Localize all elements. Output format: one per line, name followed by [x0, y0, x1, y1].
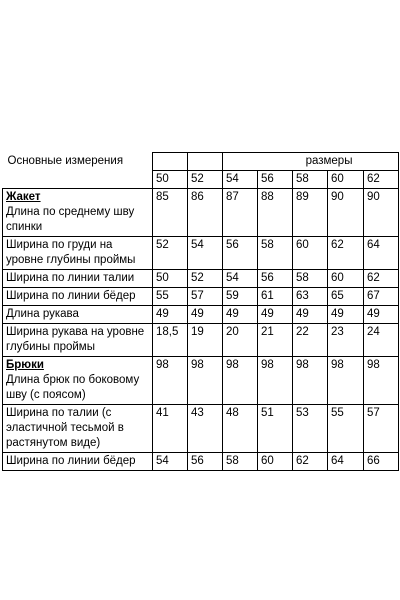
measurement-value: 64 [328, 453, 364, 471]
measurement-value: 50 [153, 270, 188, 288]
measurement-value: 18,5 [153, 324, 188, 357]
measurement-value: 60 [328, 270, 364, 288]
measurement-value: 65 [328, 288, 364, 306]
measurement-value: 52 [188, 270, 223, 288]
main-measurements-header: Основные измерения [3, 153, 153, 189]
measurement-value: 55 [328, 405, 364, 453]
table-row [3, 357, 399, 405]
measurement-value: 87 [223, 189, 258, 237]
measurement-label-cell [3, 405, 153, 453]
measurement-value: 66 [364, 453, 399, 471]
table-row [3, 453, 399, 471]
measurement-value: 49 [328, 306, 364, 324]
size-cell: 50 [153, 171, 188, 189]
measurement-value: 54 [153, 453, 188, 471]
table-row [3, 189, 399, 237]
measurement-value: 98 [364, 357, 399, 405]
table-row [3, 270, 399, 288]
measurement-value: 57 [188, 288, 223, 306]
measurement-value: 58 [223, 453, 258, 471]
measurement-value: 56 [223, 237, 258, 270]
measurement-label-cell [3, 357, 153, 405]
measurement-value: 56 [258, 270, 293, 288]
section-title: Брюки [6, 359, 44, 371]
measurement-value: 60 [258, 453, 293, 471]
measurement-value: 64 [364, 237, 399, 270]
measurement-value: 60 [293, 237, 328, 270]
measurement-value: 56 [188, 453, 223, 471]
measurement-label-cell [3, 324, 153, 357]
measurement-label-cell [3, 453, 153, 471]
measurement-value: 21 [258, 324, 293, 357]
measurement-value: 52 [153, 237, 188, 270]
measurement-value: 62 [364, 270, 399, 288]
measurement-value: 20 [223, 324, 258, 357]
measurement-value: 61 [258, 288, 293, 306]
measurement-value: 53 [293, 405, 328, 453]
table-row [3, 324, 399, 357]
measurement-value: 49 [293, 306, 328, 324]
measurement-value: 59 [223, 288, 258, 306]
measurement-value: 23 [328, 324, 364, 357]
measurement-label: Ширина по линии бёдер [6, 455, 136, 467]
measurement-label-cell [3, 237, 153, 270]
measurement-label: Ширина по груди на уровне глубины проймы [6, 239, 136, 266]
measurement-value: 88 [258, 189, 293, 237]
measurement-label-cell [3, 288, 153, 306]
measurement-value: 63 [293, 288, 328, 306]
measurement-value: 67 [364, 288, 399, 306]
header-row-top [3, 153, 399, 171]
measurement-value: 58 [258, 237, 293, 270]
measurement-label: Ширина рукава на уровне глубины проймы [6, 326, 145, 353]
measurement-value: 43 [188, 405, 223, 453]
measurement-label-cell [3, 270, 153, 288]
measurement-value: 48 [223, 405, 258, 453]
measurement-value: 49 [153, 306, 188, 324]
measurement-value: 54 [188, 237, 223, 270]
size-cell: 56 [258, 171, 293, 189]
measurement-label: Длина рукава [6, 308, 79, 320]
measurement-value: 62 [328, 237, 364, 270]
measurement-value: 54 [223, 270, 258, 288]
measurement-value: 49 [258, 306, 293, 324]
measurement-value: 49 [188, 306, 223, 324]
measurement-value: 98 [153, 357, 188, 405]
measurement-value: 89 [293, 189, 328, 237]
measurement-value: 55 [153, 288, 188, 306]
table-row [3, 288, 399, 306]
measurement-value: 98 [258, 357, 293, 405]
table-row [3, 306, 399, 324]
measurement-value: 62 [293, 453, 328, 471]
measurement-value: 19 [188, 324, 223, 357]
size-cell: 58 [293, 171, 328, 189]
table-row [3, 237, 399, 270]
measurement-value: 90 [364, 189, 399, 237]
measurement-value: 22 [293, 324, 328, 357]
header-empty-cell [153, 153, 188, 171]
measurement-value: 24 [364, 324, 399, 357]
measurement-value: 58 [293, 270, 328, 288]
measurement-label-cell [3, 306, 153, 324]
table-row [3, 405, 399, 453]
measurement-value: 98 [188, 357, 223, 405]
measurement-label: Длина по среднему шву спинки [6, 206, 135, 233]
measurement-value: 57 [364, 405, 399, 453]
size-measurement-table [2, 152, 399, 471]
measurement-value: 49 [364, 306, 399, 324]
measurement-value: 41 [153, 405, 188, 453]
measurement-label: Ширина по линии бёдер [6, 290, 136, 302]
header-empty-cell [188, 153, 223, 171]
measurement-label: Ширина по талии (с эластичной тесьмой в растянутом виде) [6, 407, 124, 449]
measurement-value: 98 [293, 357, 328, 405]
size-cell: 62 [364, 171, 399, 189]
sizes-header: размеры [223, 153, 399, 171]
measurement-value: 98 [328, 357, 364, 405]
measurement-value: 51 [258, 405, 293, 453]
measurement-value: 86 [188, 189, 223, 237]
measurement-label-cell [3, 189, 153, 237]
section-title: Жакет [6, 191, 41, 203]
measurement-label: Ширина по линии талии [6, 272, 135, 284]
measurement-value: 90 [328, 189, 364, 237]
measurement-label: Длина брюк по боковому шву (с поясом) [6, 374, 140, 401]
size-cell: 52 [188, 171, 223, 189]
measurement-value: 98 [223, 357, 258, 405]
measurement-value: 85 [153, 189, 188, 237]
measurement-value: 49 [223, 306, 258, 324]
size-cell: 60 [328, 171, 364, 189]
size-cell: 54 [223, 171, 258, 189]
